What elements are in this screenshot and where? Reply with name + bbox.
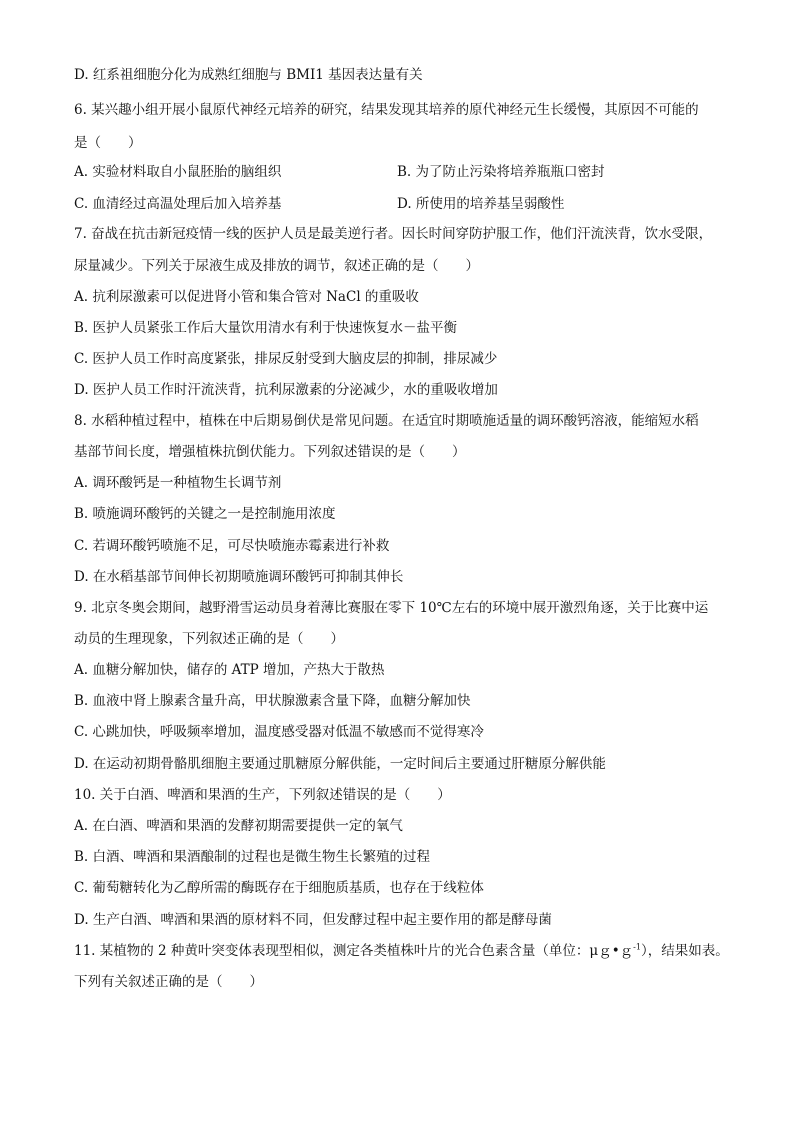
q9-option-d: D. 在运动初期骨骼肌细胞主要通过肌糖原分解供能，一定时间后主要通过肝糖原分解供能 xyxy=(74,756,606,772)
q7-stem-line2: 尿量减少。下列关于尿液生成及排放的调节，叙述正确的是（ ） xyxy=(74,258,479,274)
q9-stem-line2: 动员的生理现象，下列叙述正确的是（ ） xyxy=(74,631,344,647)
q6-option-c: C. 血清经过高温处理后加入培养基 xyxy=(74,196,282,212)
q11-stem-text-a: 11. 某植物的 2 种黄叶突变体表现型相似，测定各类植株叶片的光合色素含量（单位：μｇ•ｇ xyxy=(74,943,634,959)
q7-stem-line1: 7. 奋战在抗击新冠疫情一线的医护人员是最美逆行者。因长时间穿防护服工作，他们汗流浃背，饮水受限， xyxy=(74,226,713,242)
q7-option-a: A. 抗利尿激素可以促进肾小管和集合管对 NaCl 的重吸收 xyxy=(74,289,419,305)
q8-option-c: C. 若调环酸钙喷施不足，可尽快喷施赤霉素进行补救 xyxy=(74,538,390,554)
q7-option-b: B. 医护人员紧张工作后大量饮用清水有利于快速恢复水－盐平衡 xyxy=(74,320,458,336)
q10-option-a: A. 在白酒、啤酒和果酒的发酵初期需要提供一定的氧气 xyxy=(74,818,403,834)
q6-stem-line2: 是（ ） xyxy=(74,135,142,151)
q9-option-b: B. 血液中肾上腺素含量升高，甲状腺激素含量下降，血糖分解加快 xyxy=(74,693,471,709)
q7-option-d: D. 医护人员工作时汗流浃背，抗利尿激素的分泌减少，水的重吸收增加 xyxy=(74,382,498,398)
q8-option-a: A. 调环酸钙是一种植物生长调节剂 xyxy=(74,475,282,491)
q8-stem-line2: 基部节间长度，增强植株抗倒伏能力。下列叙述错误的是（ ） xyxy=(74,444,466,460)
q5-option-d: D. 红系祖细胞分化为成熟红细胞与 BMI1 基因表达量有关 xyxy=(74,67,423,83)
q10-option-d: D. 生产白酒、啤酒和果酒的原材料不同，但发酵过程中起主要作用的都是酵母菌 xyxy=(74,912,552,928)
q8-option-b: B. 喷施调环酸钙的关键之一是控制施用浓度 xyxy=(74,506,336,522)
q7-option-c: C. 医护人员工作时高度紧张，排尿反射受到大脑皮层的抑制，排尿减少 xyxy=(74,351,498,367)
q6-stem-line1: 6. 某兴趣小组开展小鼠原代神经元培养的研究，结果发现其培养的原代神经元生长缓慢，其原因不可能的 xyxy=(74,102,699,118)
q6-option-a: A. 实验材料取自小鼠胚胎的脑组织 xyxy=(74,164,282,180)
q6-option-b: B. 为了防止污染将培养瓶瓶口密封 xyxy=(397,164,605,180)
q9-stem-line1: 9. 北京冬奥会期间，越野滑雪运动员身着薄比赛服在零下 10℃左右的环境中展开激烈角逐，关于比赛中运 xyxy=(74,600,709,616)
q11-stem-line2: 下列有关叙述正确的是（ ） xyxy=(74,974,263,990)
q10-option-c: C. 葡萄糖转化为乙醇所需的酶既存在于细胞质基质，也存在于线粒体 xyxy=(74,880,484,896)
q9-option-c: C. 心跳加快，呼吸频率增加，温度感受器对低温不敏感而不觉得寒冷 xyxy=(74,724,484,740)
q11-stem-line1 xyxy=(74,942,729,960)
q8-stem-line1: 8. 水稻种植过程中，植株在中后期易倒伏是常见问题。在适宜时期喷施适量的调环酸钙溶液，能缩短水稻 xyxy=(74,413,699,429)
q9-option-a: A. 血糖分解加快，储存的 ATP 增加，产热大于散热 xyxy=(74,662,385,678)
q11-unit-superscript: -1 xyxy=(633,942,641,952)
q8-option-d: D. 在水稻基部节间伸长初期喷施调环酸钙可抑制其伸长 xyxy=(74,569,404,585)
q10-option-b: B. 白酒、啤酒和果酒酿制的过程也是微生物生长繁殖的过程 xyxy=(74,849,431,865)
q10-stem: 10. 关于白酒、啤酒和果酒的生产，下列叙述错误的是（ ） xyxy=(74,787,451,803)
q11-stem-text-b: ），结果如表。 xyxy=(640,943,729,959)
q6-option-d: D. 所使用的培养基呈弱酸性 xyxy=(397,196,565,212)
